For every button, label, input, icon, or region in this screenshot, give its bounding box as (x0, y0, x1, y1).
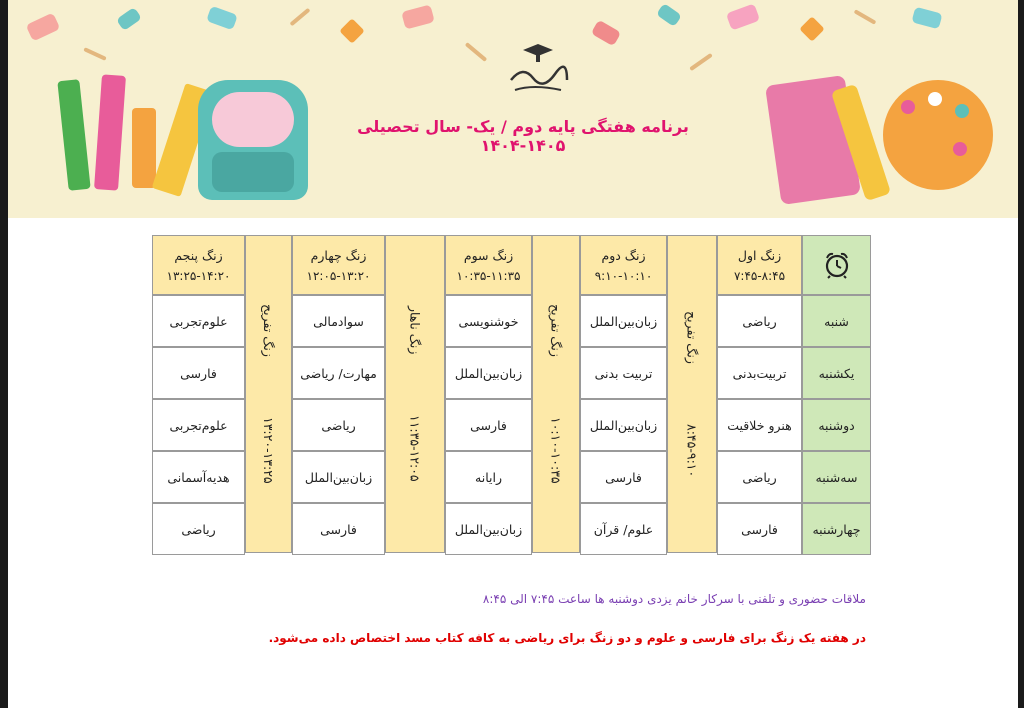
subject-cell: فارسی (445, 399, 532, 451)
paperclip-decoration (290, 8, 311, 26)
paperclip-decoration (689, 53, 713, 71)
subject-cell: مهارت/ ریاضی (292, 347, 385, 399)
break-label: زنگ تفریح (261, 304, 276, 358)
library-note: در هفته یک زنگ برای فارسی و علوم و دو زنگ برای ریاضی به کافه کتاب مسد اختصاص داده می‌شود. (268, 631, 866, 645)
glue-illustration (132, 108, 156, 188)
period-header-3 (445, 235, 532, 295)
break-column-2 (532, 235, 580, 553)
sharpener-decoration (339, 18, 364, 43)
period-time: ۷:۴۵-۸:۴۵ (733, 268, 786, 283)
alarm-clock-icon (824, 251, 850, 279)
eraser-decoration (726, 3, 760, 30)
subject-cell: زبان‌بین‌الملل (292, 451, 385, 503)
paperclip-decoration (83, 47, 106, 61)
day-cell: سه‌شنبه (802, 451, 871, 503)
subject-cell: تربیت بدنی (580, 347, 667, 399)
day-cell: شنبه (802, 295, 871, 347)
paperclip-decoration (465, 42, 487, 62)
subject-cell: تربیت‌بدنی (717, 347, 802, 399)
subject-cell: سوادمالی (292, 295, 385, 347)
break-column-1 (667, 235, 717, 553)
period-time: ۱۲:۰۵-۱۳:۲۰ (306, 268, 371, 283)
sharpener-decoration (116, 7, 142, 31)
eraser-decoration (206, 6, 238, 31)
subject-cell: ریاضی (292, 399, 385, 451)
screen-frame-right (1018, 0, 1024, 708)
eraser-decoration (591, 20, 622, 47)
day-cell: یکشنبه (802, 347, 871, 399)
eraser-decoration (401, 4, 435, 29)
subject-cell: فارسی (292, 503, 385, 555)
break-time: ۸:۴۵-۹:۱۰ (684, 423, 700, 478)
palette-illustration (883, 80, 993, 190)
subject-cell: فارسی (717, 503, 802, 555)
subject-cell: زبان‌بین‌الملل (580, 295, 667, 347)
subject-cell: ریاضی (152, 503, 245, 555)
subject-cell: هدیه‌آسمانی (152, 451, 245, 503)
break-column-4 (245, 235, 292, 553)
period-time: ۱۰:۳۵-۱۱:۳۵ (456, 268, 521, 283)
crayon-green-illustration (57, 79, 90, 191)
period-header-2 (580, 235, 667, 295)
period-title: زنگ چهارم (310, 247, 367, 263)
subject-cell: علوم‌تجربی (152, 399, 245, 451)
period-title: زنگ اول (737, 247, 782, 263)
period-time: ۱۳:۲۵-۱۴:۲۰ (166, 268, 231, 283)
period-time: ۹:۱۰-۱۰:۱۰ (594, 268, 653, 283)
header-banner (8, 0, 1018, 218)
subject-cell: هنرو خلاقیت (717, 399, 802, 451)
screen-frame-left (0, 0, 8, 708)
break-label: زنگ تفریح (684, 310, 700, 364)
subject-cell: زبان‌بین‌الملل (445, 347, 532, 399)
subject-cell: علوم/ قرآن (580, 503, 667, 555)
break-column-3 (385, 235, 445, 553)
period-header-5 (152, 235, 245, 295)
subject-cell: فارسی (152, 347, 245, 399)
break-time: ۱۱:۳۵-۱۲:۰۵ (407, 414, 423, 482)
clock-header-cell (802, 235, 871, 295)
eraser-decoration (26, 13, 61, 42)
subject-cell: خوشنویسی (445, 295, 532, 347)
crayon-pink-illustration (94, 74, 126, 190)
day-cell: چهارشنبه (802, 503, 871, 555)
subject-cell: زبان‌بین‌الملل (580, 399, 667, 451)
subject-cell: ریاضی (717, 451, 802, 503)
page-title: برنامه هفتگی پایه دوم / یک- سال تحصیلی ۱۴۰۵-۱۴۰۴ (357, 117, 689, 155)
subject-cell: فارسی (580, 451, 667, 503)
break-time: ۱۰:۱۰-۱۰:۳۵ (548, 417, 564, 484)
subject-cell: رایانه (445, 451, 532, 503)
period-header-1 (717, 235, 802, 295)
subject-cell: علوم‌تجربی (152, 295, 245, 347)
period-header-4 (292, 235, 385, 295)
paperclip-decoration (854, 9, 877, 24)
period-title: زنگ سوم (463, 247, 514, 263)
eraser-decoration (911, 7, 942, 30)
school-logo-icon (503, 40, 573, 100)
break-label: زنگ ناهار (407, 306, 423, 355)
break-time: ۱۳:۲۰-۱۳:۲۵ (261, 417, 276, 484)
meeting-note: ملاقات حضوری و تلفنی با سرکار خانم یزدی دوشنبه ها ساعت ۷:۴۵ الی ۸:۴۵ (482, 592, 866, 606)
weekly-timetable (152, 235, 871, 553)
sharpener-decoration (656, 3, 682, 27)
sharpener-decoration (799, 16, 824, 41)
subject-cell: زبان‌بین‌الملل (445, 503, 532, 555)
backpack-illustration (198, 80, 308, 200)
break-label: زنگ تفریح (548, 304, 564, 358)
period-title: زنگ دوم (601, 247, 646, 263)
period-title: زنگ پنجم (174, 247, 223, 263)
subject-cell: ریاضی (717, 295, 802, 347)
day-cell: دوشنبه (802, 399, 871, 451)
